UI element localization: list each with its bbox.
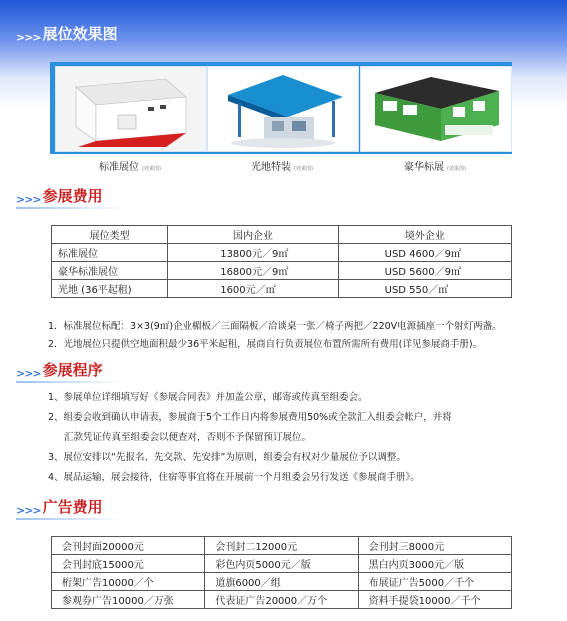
table-header: 展位类型 xyxy=(52,226,168,244)
table-cell: 光地 (36平起租) xyxy=(52,280,168,298)
table-cell: 1600元／㎡ xyxy=(168,280,338,298)
fee-table xyxy=(51,225,512,298)
table-header-row xyxy=(52,226,512,244)
title-underline xyxy=(16,207,123,209)
booth-caption-raw-space xyxy=(207,158,357,173)
table-cell: 黑白内页3000元／版 xyxy=(358,555,511,573)
table-row xyxy=(52,244,512,262)
section-title-effect xyxy=(16,24,118,44)
procedure-item: 4、展品运输，展会接待，住宿等事宜将在开展前一个月组委会另行发送《参展商手册》。 xyxy=(48,472,420,483)
booth-tag: (效果图) xyxy=(142,166,161,172)
table-cell: 资料手提袋10000／千个 xyxy=(358,591,511,609)
booth-name: 标准展位 xyxy=(99,162,140,173)
note-line: 1．标准展位标配：3×3(9㎡)企业楣板／三面隔板／洽谈桌一张／椅子两把／220V电源插座一个射灯两盏。 xyxy=(48,321,502,332)
note-line: 2．光地展位只提供空地面积最少36平米起租，展商自行负责展位布置所需所有费用(详见参展商手册)。 xyxy=(48,339,483,350)
section-title-text: 参展程序 xyxy=(42,361,103,379)
table-cell: 会刊封三8000元 xyxy=(358,537,511,555)
table-cell: 布展证广告5000／千个 xyxy=(358,573,511,591)
procedure-item: 1、参展单位详细填写好《参展合同表》并加盖公章，邮寄或传真至组委会。 xyxy=(48,392,368,403)
section-title-fees xyxy=(16,186,103,206)
section-title-text: 参展费用 xyxy=(42,187,103,205)
section-title-ads xyxy=(16,497,103,517)
table-cell: 会刊封面20000元 xyxy=(52,537,205,555)
table-row xyxy=(52,573,512,591)
ad-price-table xyxy=(51,536,512,609)
section-title-text: 展位效果图 xyxy=(42,25,118,43)
table-cell: 标准展位 xyxy=(52,244,168,262)
title-arrows: >>> xyxy=(16,367,41,380)
title-arrows: >>> xyxy=(16,504,41,517)
table-cell: 代表证广告20000／万个 xyxy=(205,591,358,609)
table-cell: 彩色内页5000元／版 xyxy=(205,555,358,573)
procedure-item: 2、组委会收到确认申请表，参展商于5个工作日内将参展费用50%或全款汇入组委会帐户，并将 xyxy=(48,412,452,423)
table-cell: USD 5600／9㎡ xyxy=(338,262,511,280)
table-row xyxy=(52,280,512,298)
title-arrows: >>> xyxy=(16,31,41,44)
table-header: 国内企业 xyxy=(168,226,338,244)
booth-caption-standard xyxy=(55,158,205,173)
booth-name: 光地特装 xyxy=(251,162,292,173)
table-cell: USD 4600／9㎡ xyxy=(338,244,511,262)
procedure-item-continued: 汇款凭证传真至组委会以便查对，否则不予保留预订展位。 xyxy=(64,432,312,443)
booth-caption-luxury xyxy=(360,158,510,173)
table-row xyxy=(52,555,512,573)
booth-tag: (效果图) xyxy=(447,166,466,172)
table-cell: 会刊封二12000元 xyxy=(205,537,358,555)
table-row xyxy=(52,537,512,555)
section-title-text: 广告费用 xyxy=(42,498,103,516)
section-title-procedure xyxy=(16,360,103,380)
table-cell: 会刊封底15000元 xyxy=(52,555,205,573)
booth-photo-standard xyxy=(55,66,207,152)
booth-tag: (效果图) xyxy=(294,166,313,172)
table-cell: 道旗6000／组 xyxy=(205,573,358,591)
table-cell: 桁架广告10000／个 xyxy=(52,573,205,591)
booth-photo-raw-space xyxy=(207,66,359,152)
booth-name: 豪华标展 xyxy=(404,162,445,173)
procedure-item: 3、展位安排以“先报名、先交款、先安排”为原则，组委会有权对少量展位予以调整。 xyxy=(48,452,406,463)
fee-notes xyxy=(48,318,563,354)
table-row xyxy=(52,262,512,280)
table-cell: USD 550／㎡ xyxy=(338,280,511,298)
table-cell: 参观券广告10000／万张 xyxy=(52,591,205,609)
booth-photo-luxury xyxy=(360,66,512,152)
table-cell: 13800元／9㎡ xyxy=(168,244,338,262)
title-arrows: >>> xyxy=(16,193,41,206)
table-row xyxy=(52,591,512,609)
title-underline xyxy=(16,518,123,520)
table-cell: 豪华标准展位 xyxy=(52,262,168,280)
table-cell: 16800元／9㎡ xyxy=(168,262,338,280)
table-header: 境外企业 xyxy=(338,226,511,244)
title-underline xyxy=(16,381,123,383)
procedure-list xyxy=(48,388,563,488)
